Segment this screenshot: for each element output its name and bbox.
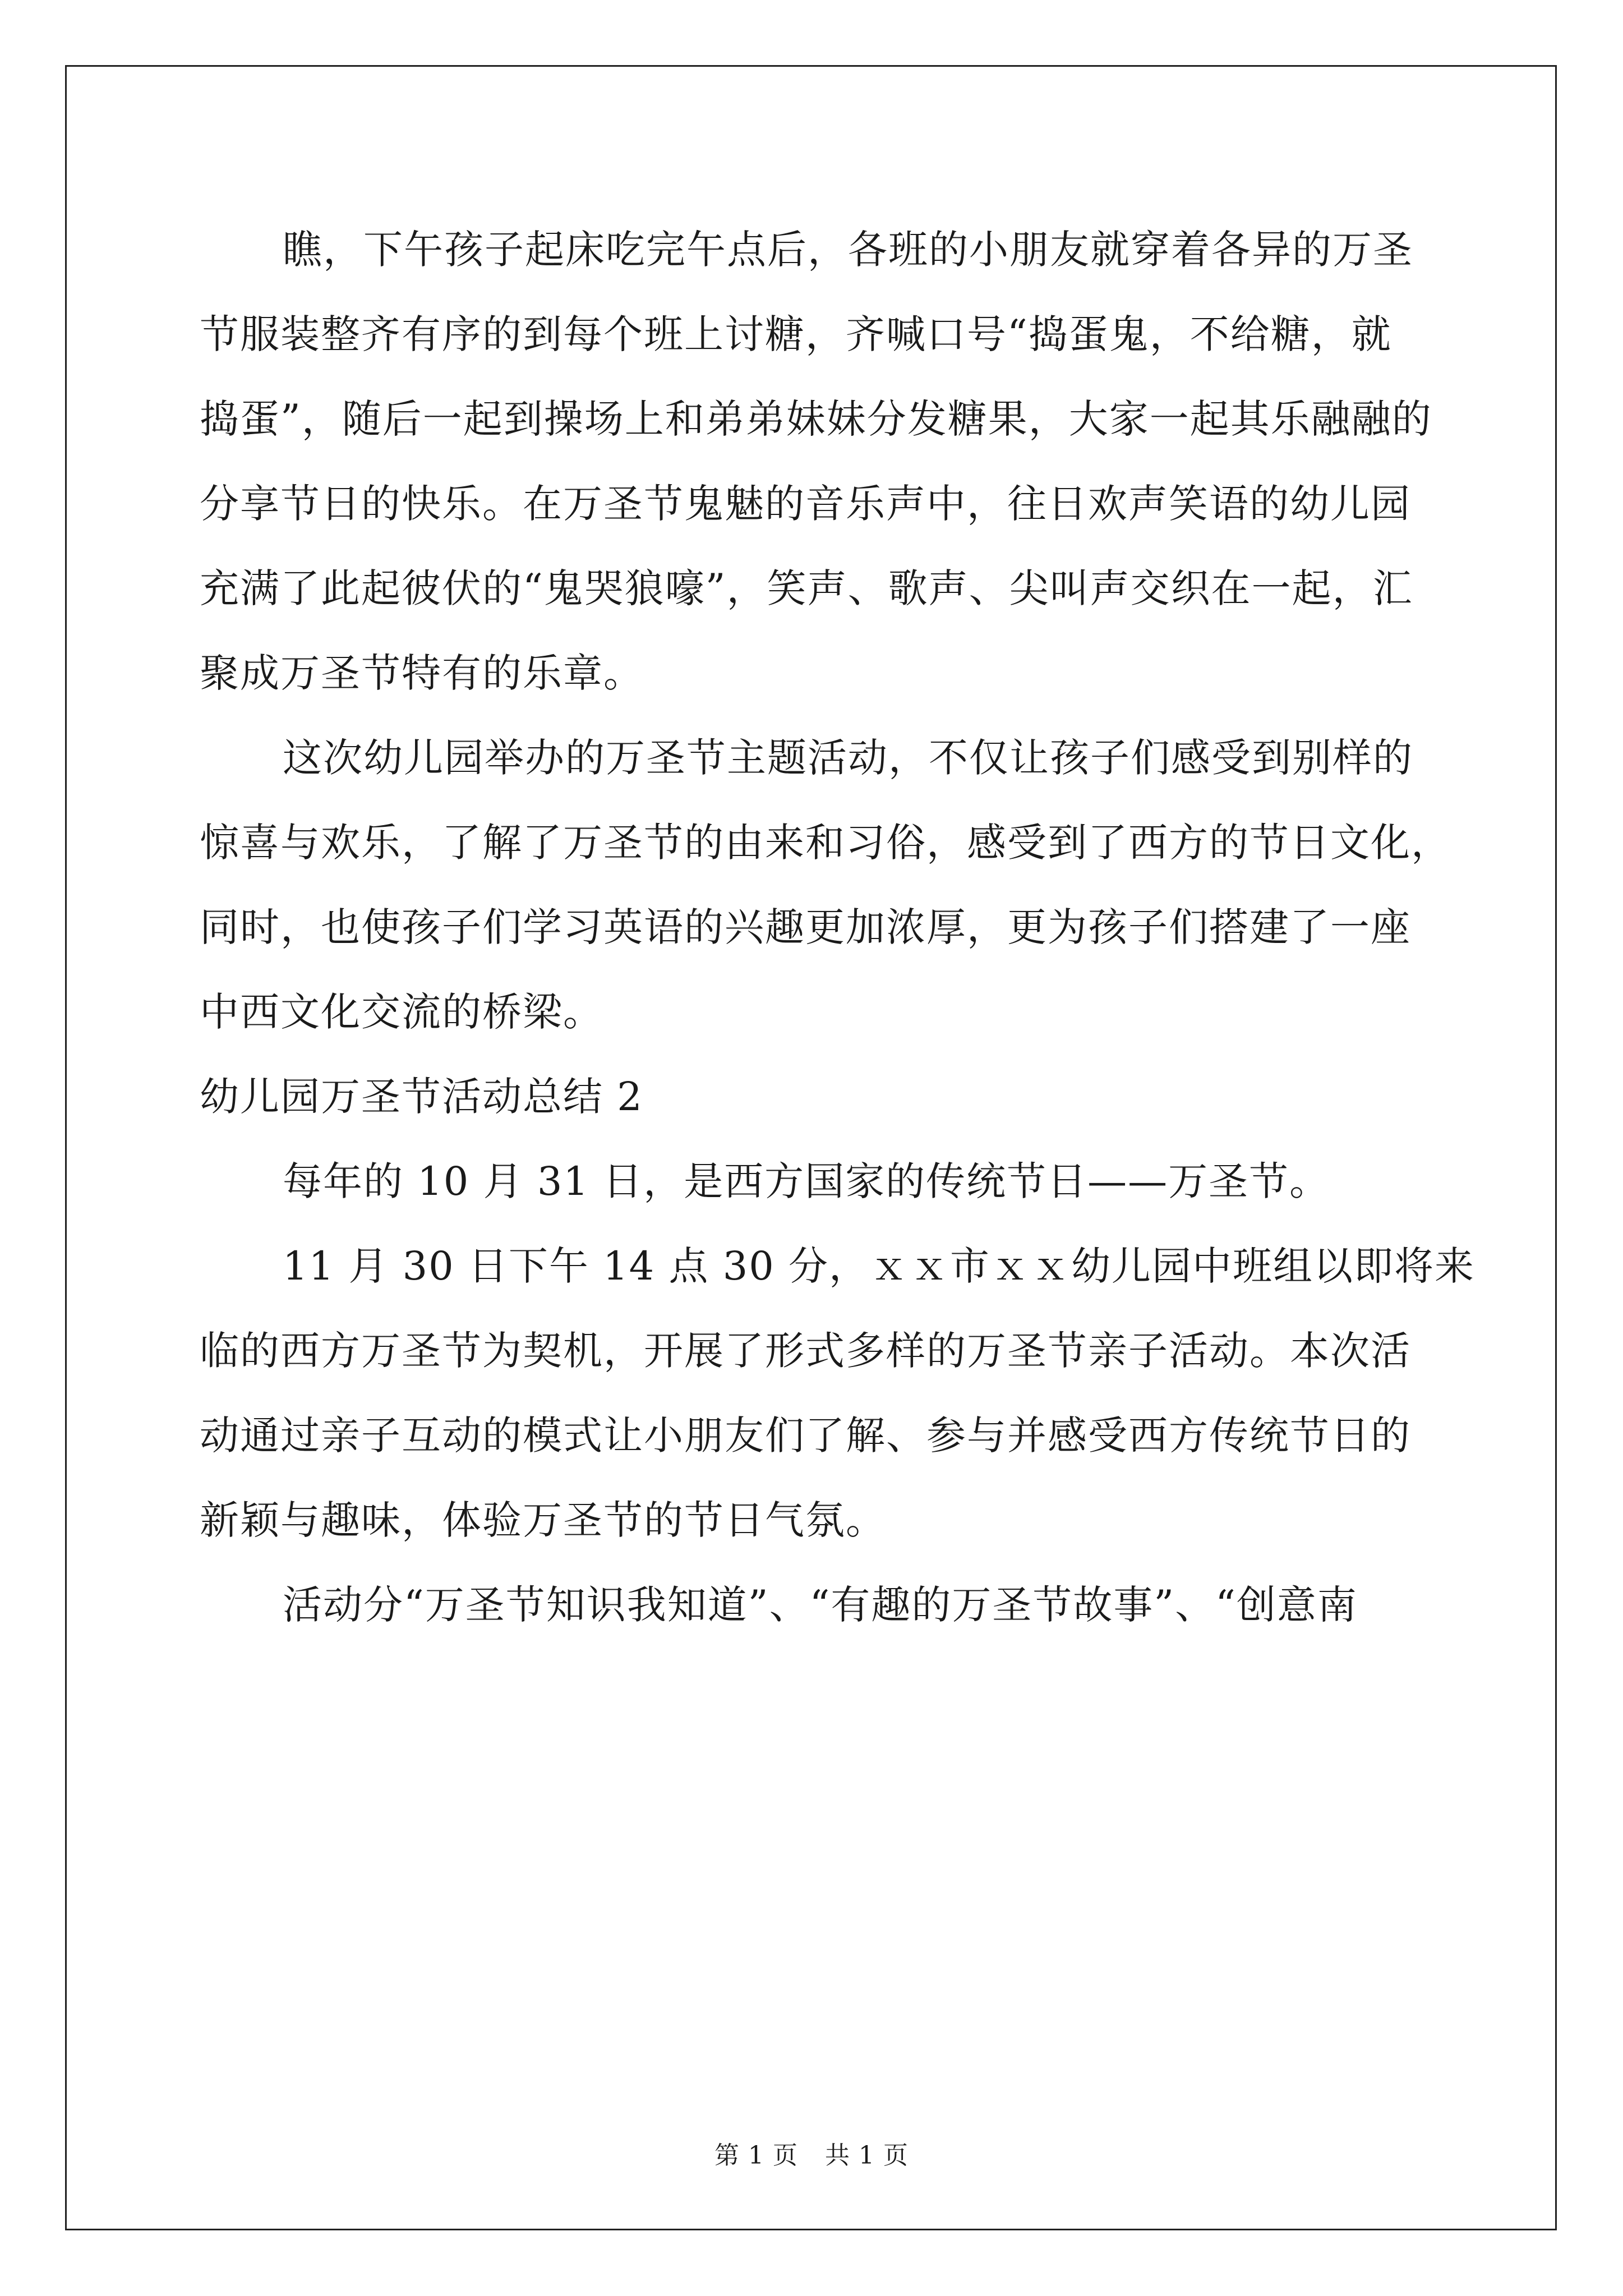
text-line: 瞧，下午孩子起床吃完午点后，各班的小朋友就穿着各异的万圣 <box>283 227 1413 273</box>
text-line: 活动分“万圣节知识我知道”、“有趣的万圣节故事”、“创意南 <box>283 1582 1358 1628</box>
text-line: 新颖与趣味，体验万圣节的节日气氛。 <box>200 1497 886 1543</box>
text-line: 惊喜与欢乐，了解了万圣节的由来和习俗，感受到了西方的节日文化， <box>200 820 1451 866</box>
text-line: 临的西方万圣节为契机，开展了形式多样的万圣节亲子活动。本次活 <box>200 1328 1411 1374</box>
page-footer <box>0 2135 1623 2171</box>
text-line: 中西文化交流的桥梁。 <box>200 989 603 1035</box>
section-heading: 幼儿园万圣节活动总结 2 <box>200 1074 643 1120</box>
text-line: 动通过亲子互动的模式让小朋友们了解、参与并感受西方传统节日的 <box>200 1412 1411 1458</box>
text-line: 充满了此起彼伏的“鬼哭狼嚎”，笑声、歌声、尖叫声交织在一起，汇 <box>200 565 1413 611</box>
text-line: 分享节日的快乐。在万圣节鬼魅的音乐声中，往日欢声笑语的幼儿园 <box>200 481 1411 527</box>
text-line: 同时，也使孩子们学习英语的兴趣更加浓厚，更为孩子们搭建了一座 <box>200 904 1411 950</box>
text-line: 节服装整齐有序的到每个班上讨糖，齐喊口号“捣蛋鬼，不给糖，就 <box>200 311 1392 357</box>
text-line: 捣蛋”，随后一起到操场上和弟弟妹妹分发糖果，大家一起其乐融融的 <box>200 396 1432 442</box>
text-line: 聚成万圣节特有的乐章。 <box>200 650 644 696</box>
text-line: 11 月 30 日下午 14 点 30 分，ｘｘ市ｘｘ幼儿园中班组以即将来 <box>283 1243 1476 1289</box>
page-total: 共 1 页 <box>825 2141 909 2170</box>
text-line: 这次幼儿园举办的万圣节主题活动，不仅让孩子们感受到别样的 <box>283 735 1413 781</box>
page-number: 第 1 页 <box>714 2141 798 2170</box>
document-body <box>200 208 1476 1648</box>
text-line: 每年的 10 月 31 日，是西方国家的传统节日——万圣节。 <box>283 1158 1330 1204</box>
